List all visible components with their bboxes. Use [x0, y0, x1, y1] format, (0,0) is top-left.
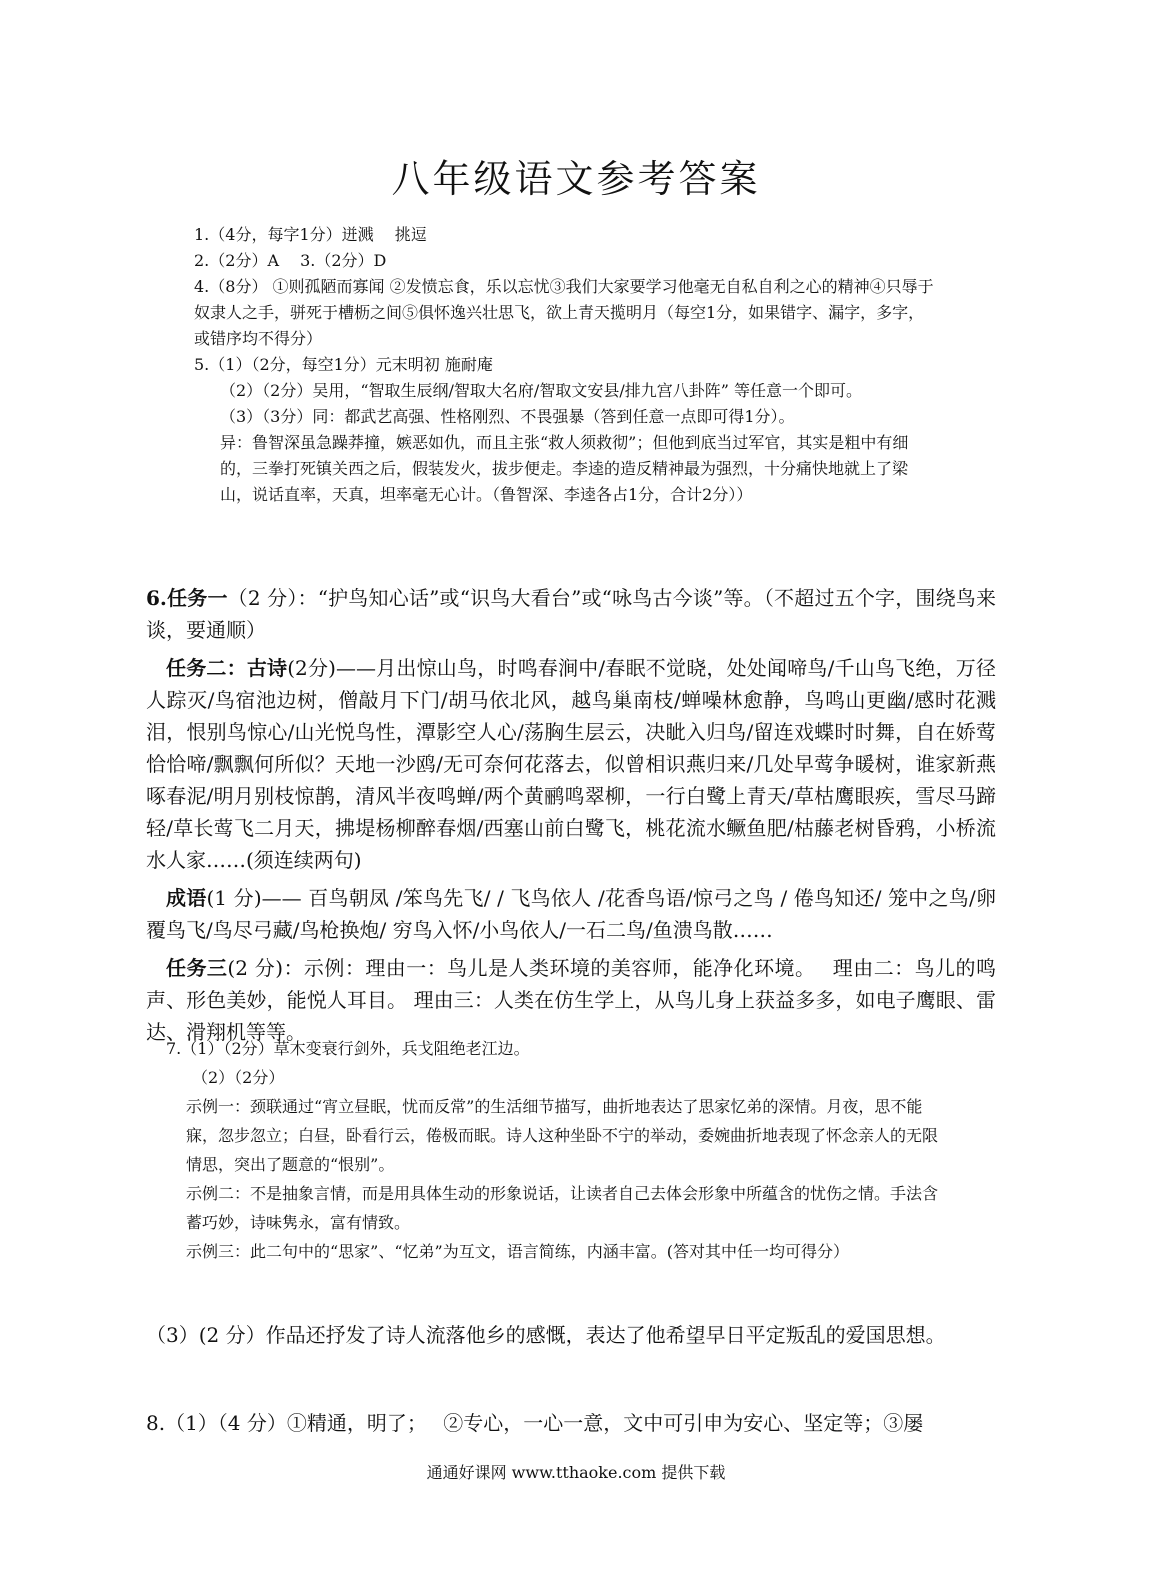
answer-q6-task2	[146, 652, 996, 876]
task1-text: （2 分）：“护鸟知心话”或“识鸟大看台”或“咏鸟古今谈”等。（不超过五个字，围绕鸟来谈，要通顺）	[146, 586, 996, 642]
answer-q7-example2: 示例二：不是抽象言情，而是用具体生动的形象说话，让读者自己去体会形象中所蕴含的忧伤之情。手法含蓄巧妙，诗味隽永，富有情致。	[186, 1184, 939, 1232]
task2-label: 任务二：古诗	[166, 656, 288, 680]
answer-q1: 1.（4分，每字1分）迸溅 挑逗	[194, 225, 427, 244]
answer-q5-3-diff: 异：鲁智深虽急躁莽撞，嫉恶如仇，而且主张“救人须救彻”；但他到底当过军官，其实是粗中有细的，三拳打死镇关西之后，假装发火，拔步便走。李逵的造反精神最为强烈，十分痛快地就上了梁山，说话直率，天真，坦率毫无心计。（鲁智深、李逵各占1分，合计2分））	[220, 433, 909, 504]
answer-q7-example3: 示例三：此二句中的“思家”、“忆弟”为互文，语言简练，内涵丰富。(答对其中任一均可得分）	[186, 1242, 849, 1261]
idiom-label: 成语	[166, 886, 207, 910]
answer-q5-2: （2）（2分）吴用，“智取生辰纲/智取大名府/智取文安县/排九宫八卦阵” 等任意一个即可。	[220, 381, 862, 400]
page-footer: 通通好课网 www.tthaoke.com 提供下载	[426, 1463, 726, 1482]
task1-label: 6.任务一	[146, 586, 228, 610]
answer-q6-idiom	[146, 882, 996, 946]
answer-q7-1: 7.（1）（2分）草木变衰行剑外，兵戈阻绝老江边。	[166, 1039, 530, 1058]
task3-label: 任务三	[166, 956, 228, 980]
answer-q4: 4.（8分） ①则孤陋而寡闻 ②发愤忘食，乐以忘忧③我们大家要学习他毫无自私自利之心的精神④只辱于奴隶人之手，骈死于槽枥之间⑤俱怀逸兴壮思飞，欲上青天揽明月（每空1分，如果错字、漏字，多字，或错序均不得分）	[194, 277, 934, 348]
answer-q6-task1	[146, 582, 996, 646]
answers-section-1	[194, 222, 934, 508]
task3-text: (2 分)：示例：理由一：鸟儿是人类环境的美容师，能净化环境。 理由二：鸟儿的鸣声、形色美妙，能悦人耳目。 理由三：人类在仿生学上，从鸟儿身上获益多多，如电子鹰眼、雷达、滑翔机等等。	[146, 956, 997, 1044]
answer-q5-1: 5.（1）（2分，每空1分）元末明初 施耐庵	[194, 355, 493, 374]
answer-q5-3-same: （3）（3分）同：都武艺高强、性格刚烈、不畏强暴（答到任意一点即可得1分）。	[220, 407, 795, 426]
answer-q7-example1: 示例一：颈联通过“宵立昼眠，忧而反常”的生活细节描写，曲折地表达了思家忆弟的深情。月夜，思不能寐，忽步忽立；白昼，卧看行云，倦极而眠。诗人这种坐卧不宁的举动，委婉曲折地表现了怀念亲人的无限情思，突出了题意的“恨别”。	[186, 1097, 939, 1174]
answer-q2-q3: 2.（2分）A 3.（2分）D	[194, 251, 387, 270]
answer-q7-2: （2）（2分）	[192, 1068, 285, 1087]
task2-text: (2分)——月出惊山鸟，时鸣春涧中/春眠不觉晓，处处闻啼鸟/千山鸟飞绝，万径人踪灭/鸟宿池边树，僧敲月下门/胡马依北风，越鸟巢南枝/蝉噪林愈静，鸟鸣山更幽/感时花溅泪，恨别鸟惊心/山光悦鸟性，潭影空人心/荡胸生层云，决眦入归鸟/留连戏蝶时时舞，自在娇莺恰恰啼/飘飘何所似？天地一沙鸥/无可奈何花落去，似曾相识燕归来/几处早莺争暖树，谁家新燕啄春泥/明月别枝惊鹊，清风半夜鸣蝉/两个黄鹂鸣翠柳，一行白鹭上青天/草枯鹰眼疾，雪尽马蹄轻/草长莺飞二月天，拂堤杨柳醉春烟/西塞山前白鹭飞，桃花流水鳜鱼肥/枯藤老树昏鸦，小桥流水人家……(须连续两句)	[146, 656, 996, 872]
answers-section-7	[166, 1034, 946, 1266]
answers-section-6	[146, 582, 996, 1054]
answer-q8-1: 8.（1）（4 分）①精通，明了； ②专心，一心一意，文中可引申为安心、坚定等；③屡	[146, 1411, 924, 1435]
page-title: 八年级语文参考答案	[391, 157, 761, 201]
idiom-text: (1 分)—— 百鸟朝凤 /笨鸟先飞/ / 飞鸟依人 /花香鸟语/惊弓之鸟 / 倦鸟知还/ 笼中之鸟/卵覆鸟飞/鸟尽弓藏/鸟枪换炮/ 穷鸟入怀/小鸟依人/一石二鸟/鱼溃鸟散……	[146, 886, 997, 942]
answer-q7-3: （3）(2 分）作品还抒发了诗人流落他乡的感慨，表达了他希望早日平定叛乱的爱国思想。	[146, 1323, 946, 1347]
